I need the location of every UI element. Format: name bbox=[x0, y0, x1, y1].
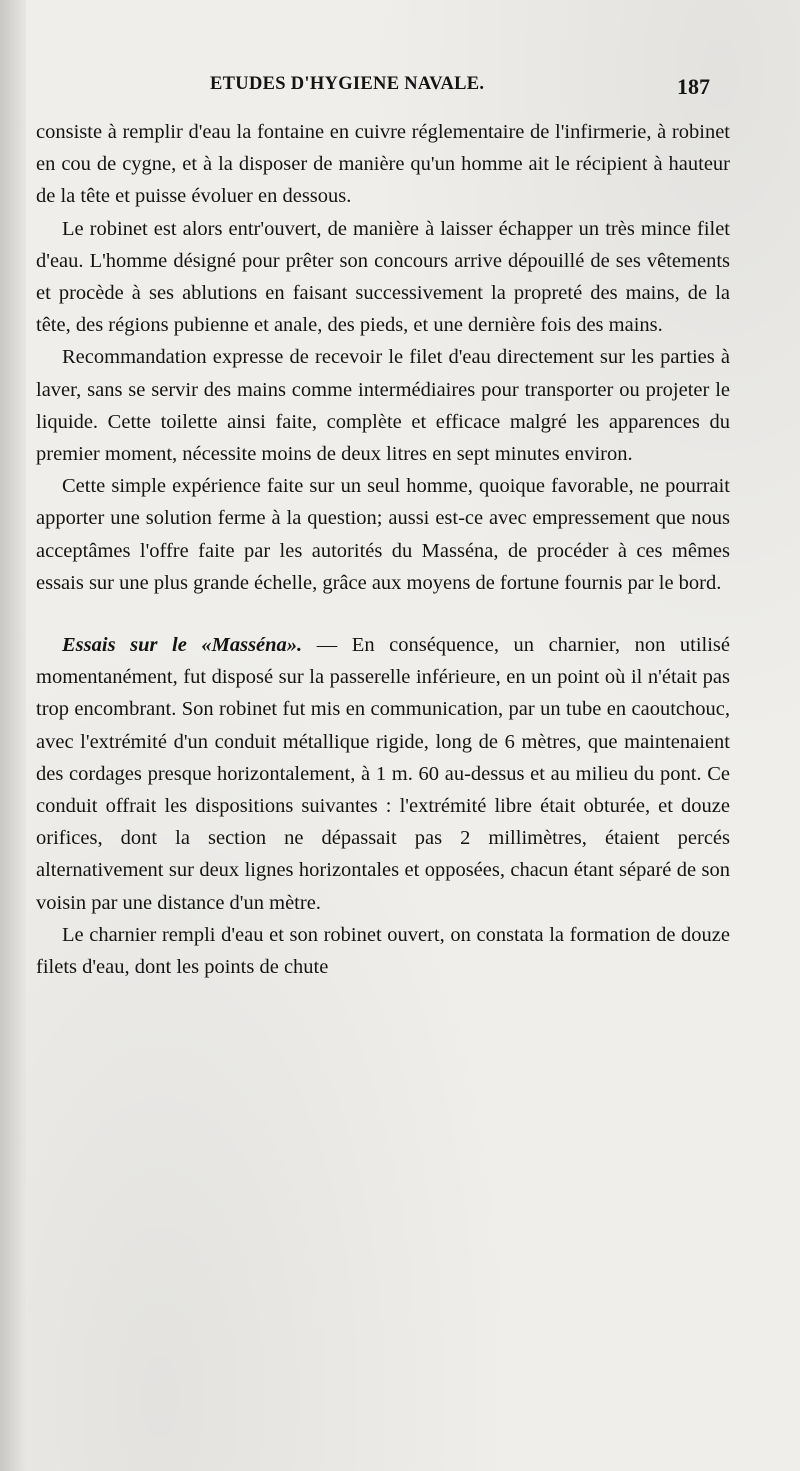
page-gutter-shadow bbox=[0, 0, 26, 1471]
paragraph-5-text: — En conséquence, un charnier, non utilisé momentanément, fut disposé sur la passerelle inférieure, en un point où il n'était pas trop encombrant. Son robinet fut mis en communication, par un tube en caoutchouc, avec l'extrémité d'un conduit métallique rigide, long de 6 mètres, que maintenaient des cordages presque horizontalement, à 1 m. 60 au-dessus et au milieu du pont. Ce conduit offrait les dispositions suivantes : l'extrémité libre était obturée, et douze orifices, dont la section ne dépassait pas 2 millimètres, étaient percés alternativement sur deux lignes horizontales et opposées, chacun étant séparé de son voisin par une distance d'un mètre. bbox=[36, 634, 731, 914]
paragraph-5 bbox=[36, 629, 730, 919]
page-header bbox=[60, 72, 720, 106]
page-number: 187 bbox=[677, 74, 710, 99]
running-title: ETUDES D'HYGIENE NAVALE. bbox=[210, 74, 485, 94]
section-heading: Essais sur le «Masséna». bbox=[62, 634, 303, 657]
page-body bbox=[36, 116, 730, 983]
paragraph-6: Le charnier rempli d'eau et son robinet ouvert, on constata la formation de douze filets d'eau, dont les points de chute bbox=[36, 923, 730, 979]
paragraph-3: Recommandation expresse de recevoir le filet d'eau directement sur les parties à laver, sans se servir des mains comme intermédiaires pour transporter ou projeter le liquide. Cette toilette ainsi faite, complète et efficace malgré les apparences du premier moment, nécessite moins de deux litres en sept minutes environ. bbox=[36, 346, 730, 466]
paragraph-2: Le robinet est alors entr'ouvert, de manière à laisser échapper un très mince filet d'eau. L'homme désigné pour prêter son concours arrive dépouillé de ses vêtements et procède à ses ablutions en faisant successivement la propreté des mains, de la tête, des régions pubienne et anale, des pieds, et une dernière fois des mains. bbox=[36, 217, 730, 337]
section-spacer bbox=[36, 599, 730, 629]
paragraph-1: consiste à remplir d'eau la fontaine en cuivre réglementaire de l'infirmerie, à robinet en cou de cygne, et à la disposer de manière qu'un homme ait le récipient à hauteur de la tête et puisse évoluer en dessous. bbox=[36, 121, 730, 208]
paragraph-4: Cette simple expérience faite sur un seul homme, quoique favorable, ne pourrait apporter une solution ferme à la question; aussi est-ce avec empressement que nous acceptâmes l'offre faite par les autorités du Masséna, de procéder à ces mêmes essais sur une plus grande échelle, grâce aux moyens de fortune fournis par le bord. bbox=[36, 475, 730, 594]
